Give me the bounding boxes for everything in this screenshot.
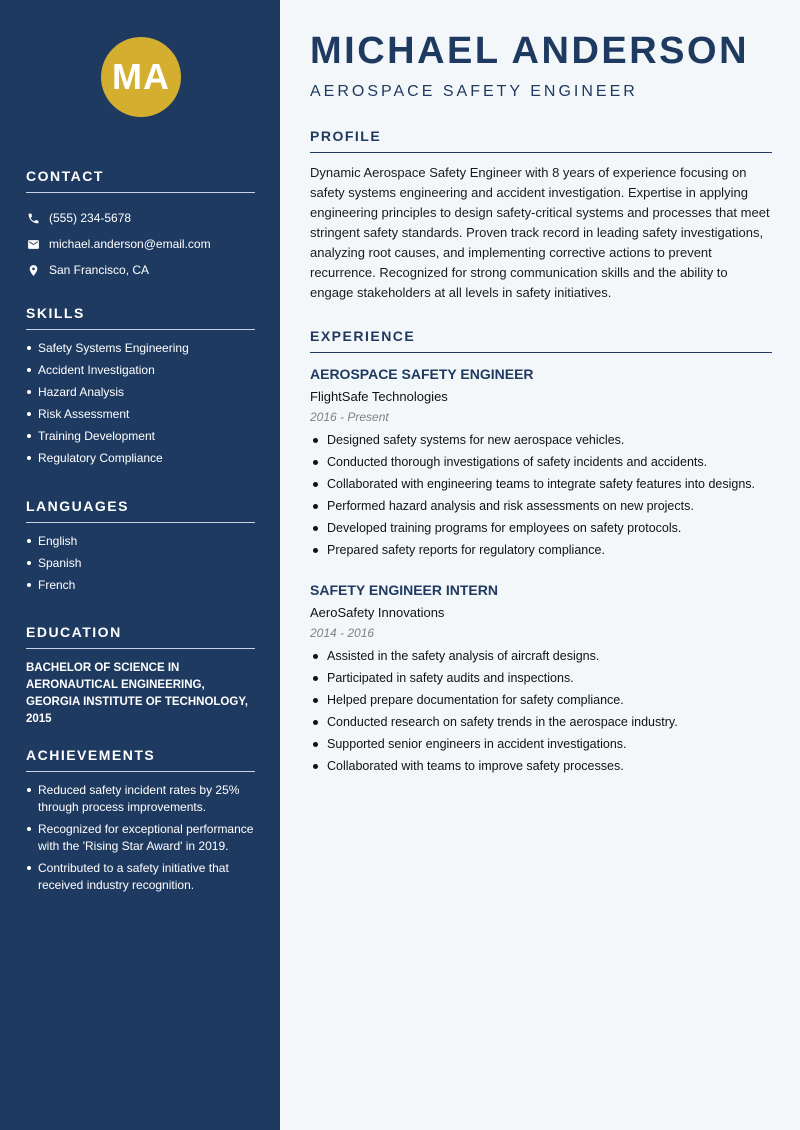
job-dates: 2014 - 2016 [310,626,375,640]
list-item: Participated in safety audits and inspections. [310,670,772,686]
list-item: Hazard Analysis [26,384,255,400]
achievements-list [26,782,255,894]
job-title: SAFETY ENGINEER INTERN [310,582,498,598]
contact-section [26,168,255,283]
list-item: Conducted thorough investigations of safety incidents and accidents. [310,454,772,470]
list-item: Prepared safety reports for regulatory compliance. [310,542,772,558]
list-item: Safety Systems Engineering [26,340,255,356]
list-item: Contributed to a safety initiative that received industry recognition. [26,860,255,894]
email-text: michael.anderson@email.com [49,237,211,251]
location-text: San Francisco, CA [49,263,150,277]
contact-heading: CONTACT [26,168,255,193]
skills-heading: SKILLS [26,305,255,330]
experience-entry [310,366,772,564]
education-heading: EDUCATION [26,624,255,649]
education-degree: BACHELOR OF SCIENCE IN AERONAUTICAL ENGINEERING, GEORGIA INSTITUTE OF TECHNOLOGY, 2015 [26,662,248,725]
list-item: Training Development [26,428,255,444]
languages-section [26,498,255,599]
job-title: AEROSPACE SAFETY ENGINEER [310,366,534,382]
achievements-heading: ACHIEVEMENTS [26,747,255,772]
email-icon [26,237,40,251]
company-name: FlightSafe Technologies [310,389,448,404]
list-item: Risk Assessment [26,406,255,422]
job-bullets [310,648,772,774]
contact-location [26,257,255,283]
sidebar [0,0,280,1130]
list-item: Supported senior engineers in accident investigations. [310,736,772,752]
job-dates: 2016 - Present [310,410,389,424]
list-item: Developed training programs for employees on safety protocols. [310,520,772,536]
list-item: Reduced safety incident rates by 25% through process improvements. [26,782,255,816]
education-section [26,624,255,728]
list-item: Assisted in the safety analysis of aircraft designs. [310,648,772,664]
candidate-name: MICHAEL ANDERSON [310,30,750,72]
company-name: AeroSafety Innovations [310,605,445,620]
list-item: Collaborated with engineering teams to integrate safety features into designs. [310,476,772,492]
list-item: Helped prepare documentation for safety compliance. [310,692,772,708]
list-item: Conducted research on safety trends in the aerospace industry. [310,714,772,730]
list-item: Regulatory Compliance [26,450,255,466]
languages-list [26,533,255,593]
contact-list [26,205,255,283]
list-item: French [26,577,255,593]
list-item: English [26,533,255,549]
contact-phone [26,205,255,231]
experience-entry [310,582,772,780]
profile-summary: Dynamic Aerospace Safety Engineer with 8 years of experience focusing on safety systems engineering and accident investigation. Expertise in applying engineering principles to design safety-critical systems and processes that meet stringent safety standards. Proven track record in leading safety investigations, analyzing root causes, and implementing corrective actions to prevent recurrence. Recognized for strong communication skills and the ability to engage stakeholders at all levels in safety initiatives. [310,165,770,300]
skills-section [26,305,255,472]
job-role: AEROSPACE SAFETY ENGINEER [310,83,638,100]
job-bullets [310,432,772,558]
achievements-section [26,747,255,899]
list-item: Designed safety systems for new aerospace vehicles. [310,432,772,448]
phone-text: (555) 234-5678 [49,211,132,225]
profile-heading: PROFILE [310,128,772,153]
list-item: Spanish [26,555,255,571]
contact-email [26,231,255,257]
list-item: Performed hazard analysis and risk assessments on new projects. [310,498,772,514]
location-pin-icon [26,263,40,277]
languages-heading: LANGUAGES [26,498,255,523]
skills-list [26,340,255,466]
phone-icon [26,211,40,225]
list-item: Accident Investigation [26,362,255,378]
list-item: Collaborated with teams to improve safety processes. [310,758,772,774]
experience-heading: EXPERIENCE [310,328,772,353]
list-item: Recognized for exceptional performance with the 'Rising Star Award' in 2019. [26,821,255,855]
avatar: MA [101,37,181,117]
